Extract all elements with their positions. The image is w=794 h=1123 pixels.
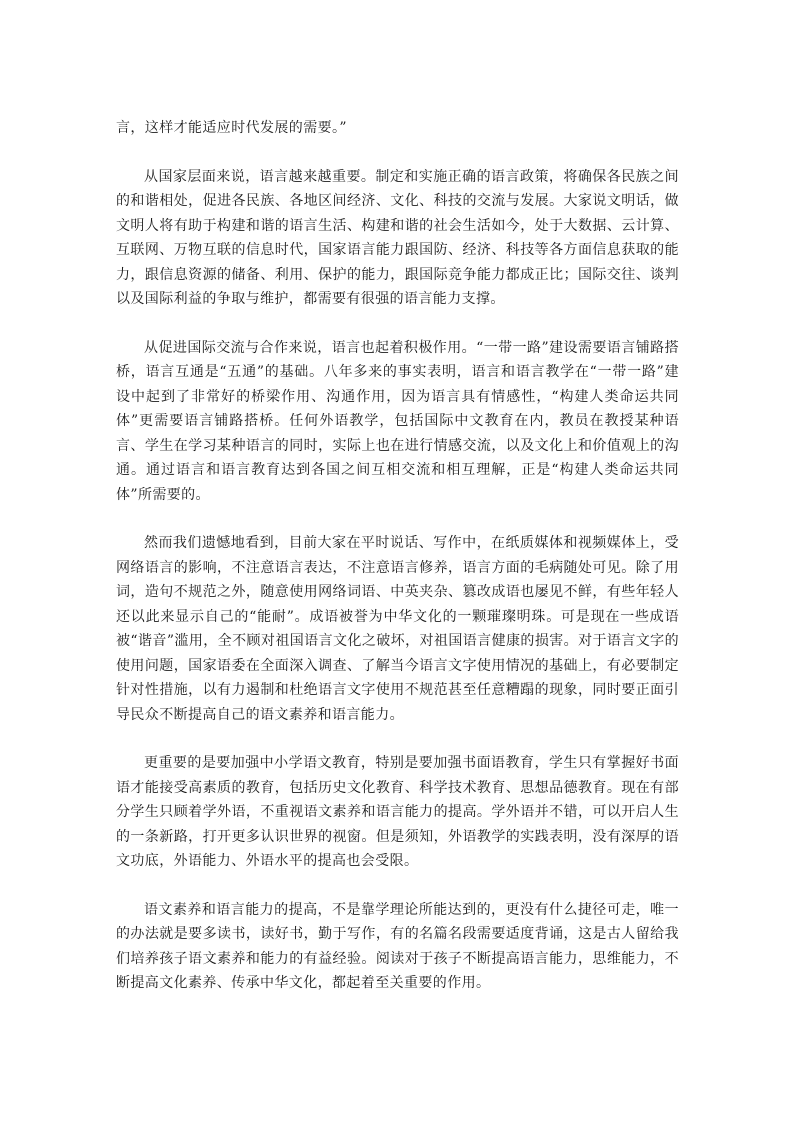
paragraph-language-misuse: 然而我们遗憾地看到，目前大家在平时说话、写作中，在纸质媒体和视频媒体上，受网络语言的影响，不注意语言表达，不注意语言修养，语言方面的毛病随处可见。除了用词，造句不规范之外，随意使用网络词语、中英夹杂、篡改成语也屡见不鲜，有些年轻人还以此来显示自己的“能耐”。成语被誉为中华文化的一颗璀璨明珠。可是现在一些成语被“谐音”滥用，全不顾对祖国语言文化之破坏，对祖国语言健康的损害。对于语言文字的使用问题，国家语委在全面深入调查、了解当今语言文字使用情况的基础上，有必要制定针对性措施，以有力遏制和杜绝语言文字使用不规范甚至任意糟蹋的现象，同时要正面引导民众不断提高自己的语文素养和语言能力。 xyxy=(116,535,679,723)
paragraph-national-level: 从国家层面来说，语言越来越重要。制定和实施正确的语言政策，将确保各民族之间的和谐相处，促进各民族、各地区间经济、文化、科技的交流与发展。大家说文明话，做文明人将有助于构建和谐的语言生活、构建和谐的社会生活如今，处于大数据、云计算、互联网、万物互联的信息时代，国家语言能力跟国防、经济、科技等各方面信息获取的能力，跟信息资源的储备、利用、保护的能力，跟国际竞争能力都成正比；国际交往、谈判以及国际利益的争取与维护，都需要有很强的语言能力支撑。 xyxy=(116,168,679,307)
paragraph-chinese-education: 更重要的是要加强中小学语文教育，特别是要加强书面语教育，学生只有掌握好书面语才能接受高素质的教育，包括历史文化教育、科学技术教育、思想品德教育。现在有部分学生只顾着学外语，不重视语文素养和语言能力的提高。学外语并不错，可以开启人生的一条新路，打开更多认识世界的视窗。但是须知，外语教学的实践表明，没有深厚的语文功底，外语能力、外语水平的提高也会受限。 xyxy=(116,755,679,869)
paragraph-continuation: 言，这样才能适应时代发展的需要。” xyxy=(116,120,347,136)
paragraph-reading-improvement: 语文素养和语言能力的提高，不是靠学理论所能达到的，更没有什么捷径可走，唯一的办法就是要多读书，读好书，勤于写作，有的名篇名段需要适度背诵，这是古人留给我们培养孩子语文素养和能力的有益经验。阅读对于孩子不断提高语言能力，思维能力，不断提高文化素养、传承中华文化，都起着至关重要的作用。 xyxy=(116,901,679,991)
paragraph-international-exchange: 从促进国际交流与合作来说，语言也起着积极作用。“一带一路”建设需要语言铺路搭桥，语言互通是“五通”的基础。八年多来的事实表明，语言和语言教学在“一带一路”建设中起到了非常好的桥梁作用、沟通作用，因为语言具有情感性，“构建人类命运共同体”更需要语言铺路搭桥。任何外语教学，包括国际中文教育在内，教员在教授某种语言、学生在学习某种语言的同时，实际上也在进行情感交流，以及文化上和价值观上的沟通。通过语言和语言教育达到各国之间互相交流和相互理解，正是“构建人类命运共同体”所需要的。 xyxy=(116,339,679,503)
article-body xyxy=(116,116,679,1020)
